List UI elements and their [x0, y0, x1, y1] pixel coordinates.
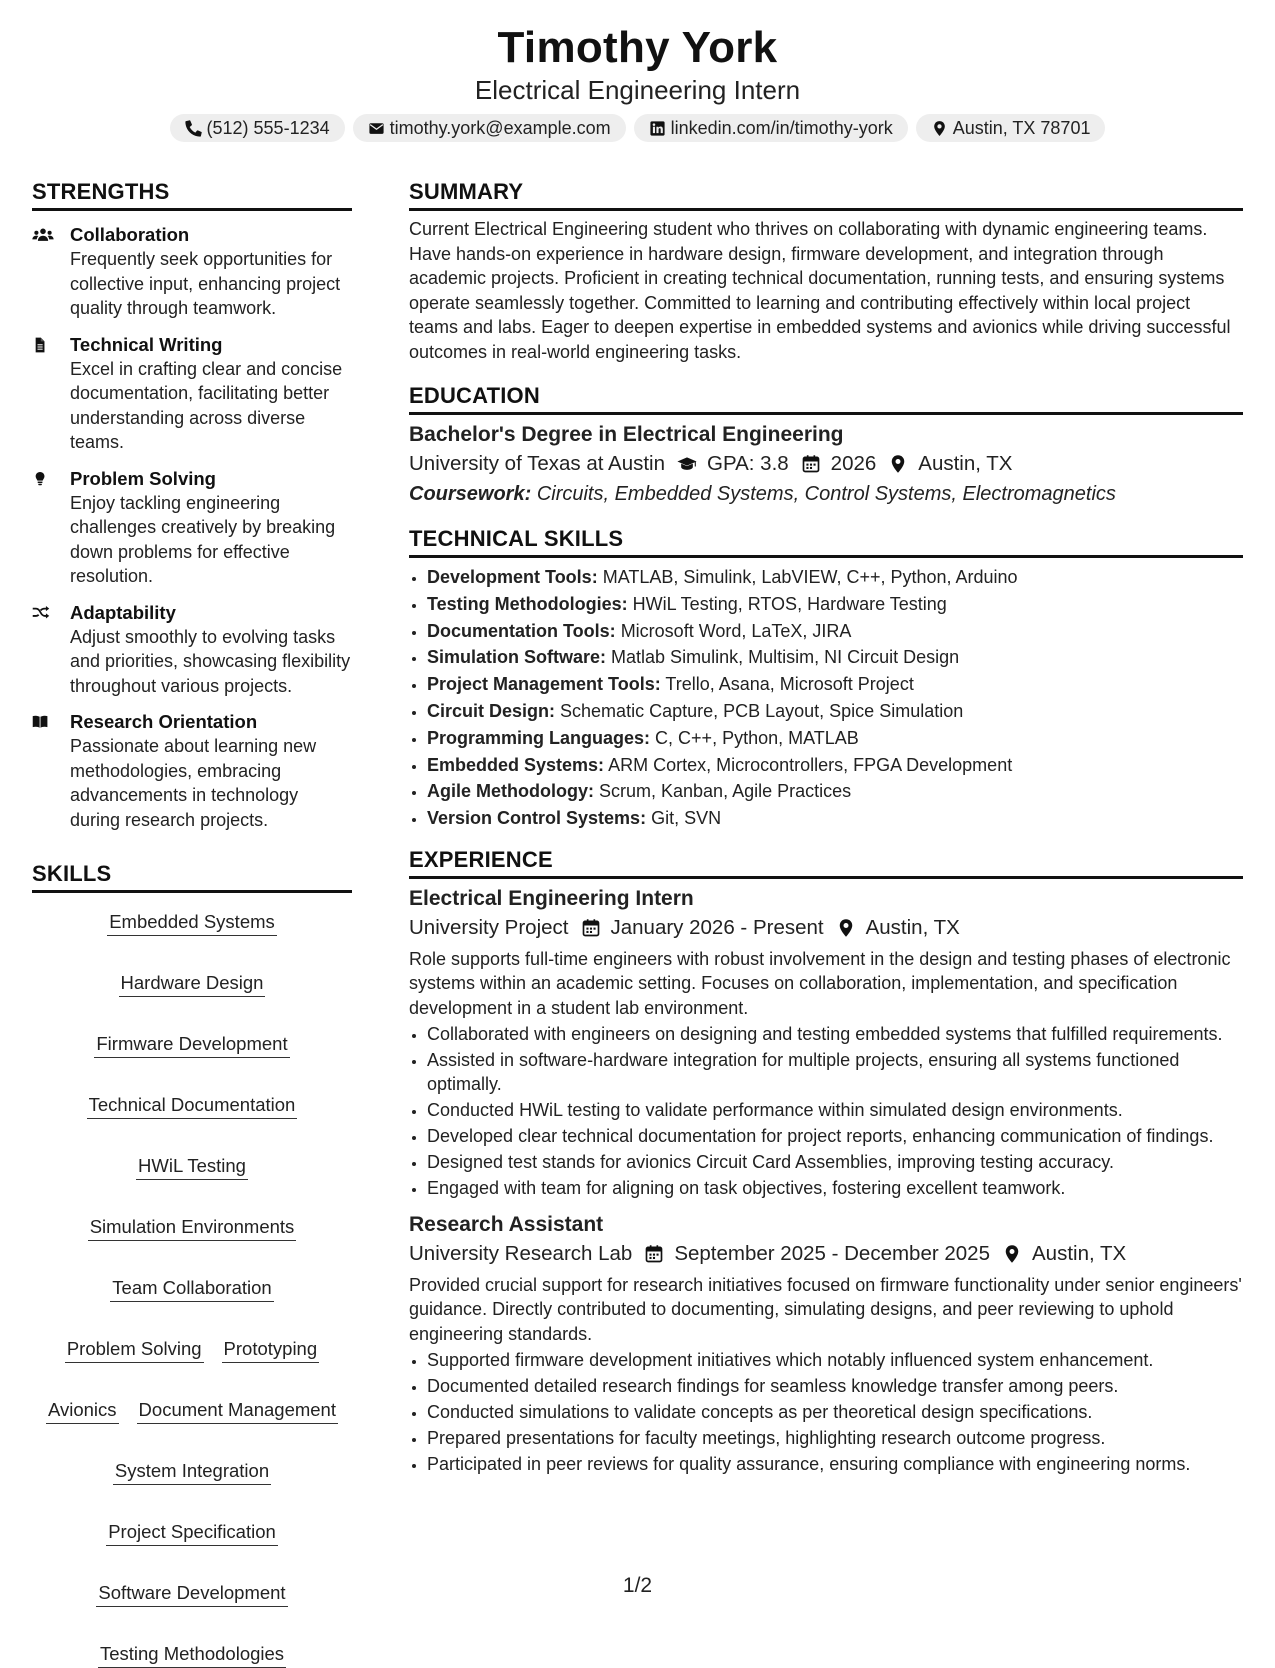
skill-tag: Testing Methodologies	[98, 1641, 286, 1668]
list-item: • Conducted simulations to validate concepts as per theoretical design specifications.	[427, 1400, 1243, 1425]
job-location: Austin, TX	[1032, 1241, 1127, 1265]
shuffle-icon	[32, 604, 54, 622]
email-text: timothy.york@example.com	[389, 117, 611, 138]
coursework	[409, 479, 1243, 509]
skill-values: HWiL Testing, RTOS, Hardware Testing	[632, 593, 947, 614]
skill-values: Matlab Simulink, Multisim, NI Circuit Design	[611, 647, 960, 668]
skill-tag: Problem Solving	[65, 1336, 204, 1363]
list-item: • Conducted HWiL testing to validate performance within simulated design environments.	[427, 1098, 1243, 1123]
book-open-icon	[32, 713, 54, 731]
skill-values: Scrum, Kanban, Agile Practices	[599, 781, 852, 802]
candidate-title: Electrical Engineering Intern	[474, 75, 801, 105]
job-title: Electrical Engineering Intern	[409, 886, 694, 910]
list-item	[427, 644, 1243, 671]
envelope-icon	[368, 120, 385, 137]
resume-header	[0, 22, 1275, 142]
strength-description: Excel in crafting clear and concise documentation, facilitating better understanding across diverse teams.	[70, 358, 343, 452]
calendar-icon	[581, 918, 601, 938]
right-column	[409, 178, 1243, 1476]
strength-item	[32, 601, 352, 699]
linkedin-icon	[649, 120, 666, 137]
education-location: Austin, TX	[918, 452, 1013, 475]
skill-tag: Document Management	[137, 1397, 338, 1424]
job-title: Research Assistant	[409, 1212, 604, 1236]
job-meta	[409, 1239, 1243, 1269]
strength-item	[32, 223, 352, 321]
strength-description: Passionate about learning new methodologies, embracing advancements in technology during research projects.	[70, 736, 317, 830]
skill-tag: Team Collaboration	[110, 1275, 273, 1302]
skill-category: Project Management Tools:	[427, 674, 661, 695]
job-organization: University Research Lab	[409, 1241, 633, 1265]
job-bullets	[409, 1348, 1243, 1477]
left-column	[32, 178, 352, 1668]
job-dates: January 2026 - Present	[610, 915, 824, 939]
contact-location[interactable]	[916, 114, 1106, 142]
phone-text: (512) 555-1234	[206, 117, 330, 138]
experience-entry	[409, 1211, 1243, 1477]
skill-tag: HWiL Testing	[136, 1153, 248, 1180]
page-number: 1/2	[622, 1574, 653, 1597]
list-item	[427, 564, 1243, 591]
strengths-heading: STRENGTHS	[32, 178, 352, 211]
skill-values: C, C++, Python, MATLAB	[655, 727, 859, 748]
skill-values: Git, SVN	[651, 808, 722, 829]
list-item	[427, 698, 1243, 725]
list-item	[427, 618, 1243, 645]
list-item: • Prepared presentations for faculty meetings, highlighting research outcome progress.	[427, 1426, 1243, 1451]
linkedin-text: linkedin.com/in/timothy-york	[670, 117, 893, 138]
skill-tag: Firmware Development	[94, 1031, 289, 1058]
skill-category: Agile Methodology:	[427, 781, 594, 802]
map-pin-icon	[1002, 1244, 1022, 1264]
map-pin-icon	[836, 918, 856, 938]
skill-values: ARM Cortex, Microcontrollers, FPGA Development	[608, 754, 1013, 775]
experience-section	[409, 846, 1243, 1477]
skill-tag: Hardware Design	[119, 970, 266, 997]
skills-heading: SKILLS	[32, 860, 352, 893]
contact-phone[interactable]	[170, 114, 345, 142]
strength-item	[32, 710, 352, 832]
skill-category: Programming Languages:	[427, 727, 651, 748]
graduation-cap-icon	[677, 454, 697, 474]
job-location: Austin, TX	[865, 915, 960, 939]
skill-tag: System Integration	[113, 1458, 271, 1485]
lightbulb-icon	[32, 470, 54, 488]
skill-tag: Simulation Environments	[88, 1214, 297, 1241]
skill-values: Schematic Capture, PCB Layout, Spice Simulation	[560, 700, 964, 721]
skill-tag: Technical Documentation	[87, 1092, 298, 1119]
strength-description: Frequently seek opportunities for collective input, enhancing project quality through teamwork.	[70, 249, 341, 318]
list-item	[427, 591, 1243, 618]
skills-section	[32, 860, 352, 1668]
strength-title: Problem Solving	[70, 467, 216, 489]
summary-section	[409, 178, 1243, 364]
experience-heading: EXPERIENCE	[409, 846, 1243, 879]
degree-title: Bachelor's Degree in Electrical Engineering	[409, 423, 844, 446]
skill-category: Testing Methodologies:	[427, 593, 628, 614]
skill-tags	[32, 893, 352, 1668]
users-icon	[32, 226, 54, 244]
location-text: Austin, TX 78701	[952, 117, 1091, 138]
map-pin-icon	[931, 120, 948, 137]
graduation-year: 2026	[830, 452, 877, 475]
list-item	[427, 778, 1243, 805]
skill-values: Microsoft Word, LaTeX, JIRA	[620, 620, 852, 641]
skill-values: Trello, Asana, Microsoft Project	[665, 674, 914, 695]
strength-title: Adaptability	[70, 601, 176, 623]
skill-category: Development Tools:	[427, 567, 598, 587]
education-heading: EDUCATION	[409, 382, 1243, 415]
phone-icon	[185, 120, 202, 137]
map-pin-icon	[888, 454, 908, 474]
skill-category: Version Control Systems:	[427, 808, 647, 829]
coursework-list: Circuits, Embedded Systems, Control Systems, Electromagnetics	[536, 483, 1116, 505]
school-name: University of Texas at Austin	[409, 452, 665, 475]
contact-bar	[0, 114, 1275, 142]
technical-skills-section	[409, 525, 1243, 832]
education-meta	[409, 449, 1243, 479]
list-item	[427, 805, 1243, 832]
document-icon	[32, 336, 54, 354]
skill-category: Documentation Tools:	[427, 620, 616, 641]
list-item: • Documented detailed research findings for seamless knowledge transfer among peers.	[427, 1374, 1243, 1399]
list-item	[427, 752, 1243, 779]
skill-tag: Prototyping	[222, 1336, 320, 1363]
technical-skills-heading: TECHNICAL SKILLS	[409, 525, 1243, 558]
contact-email[interactable]	[353, 114, 626, 142]
list-item: • Supported firmware development initiatives which notably influenced system enhancement.	[427, 1348, 1243, 1373]
strength-item	[32, 333, 352, 455]
job-dates: September 2025 - December 2025	[674, 1241, 990, 1265]
skill-category: Embedded Systems:	[427, 754, 605, 775]
list-item: • Assisted in software-hardware integration for multiple projects, ensuring all systems functioned optimally.	[427, 1048, 1243, 1097]
list-item: • Participated in peer reviews for quality assurance, ensuring compliance with engineering norms.	[427, 1452, 1243, 1477]
summary-heading: SUMMARY	[409, 178, 1243, 211]
skill-tag: Avionics	[46, 1397, 119, 1424]
education-section	[409, 382, 1243, 509]
job-summary: Role supports full-time engineers with robust involvement in the design and testing phases of electronic systems within an academic setting. Focuses on collaboration, implementation, and specification development in a student lab environment.	[409, 948, 1231, 1018]
list-item	[427, 671, 1243, 698]
strength-description: Enjoy tackling engineering challenges creatively by breaking down problems for effective resolution.	[70, 492, 336, 586]
skill-tag: Project Specification	[106, 1519, 278, 1546]
skill-category: Circuit Design:	[427, 700, 556, 721]
skill-tag: Embedded Systems	[107, 909, 277, 936]
gpa: GPA: 3.8	[707, 452, 789, 475]
summary-text: Current Electrical Engineering student who thrives on collaborating with dynamic engineering teams. Have hands-on experience in hardware design, firmware development, and integration through academic projects. Proficient in creating technical documentation, running tests, and ensuring systems operate seamlessly together. Committed to learning and contributing effectively within local project teams and labs. Eager to deepen expertise in embedded systems and avionics while driving successful outcomes in real-world engineering tasks.	[409, 219, 1231, 362]
calendar-icon	[644, 1244, 664, 1264]
job-summary: Provided crucial support for research initiatives focused on firmware functionality under senior engineers' guidance. Directly contributed to documenting, simulating designs, and peer reviewing to uphold engineering standards.	[409, 1274, 1242, 1344]
technical-skills-list	[409, 564, 1243, 832]
job-bullets	[409, 1022, 1243, 1201]
skill-category: Simulation Software:	[427, 647, 607, 668]
list-item: • Designed test stands for avionics Circuit Card Assemblies, improving testing accuracy.	[427, 1150, 1243, 1175]
experience-entry	[409, 885, 1243, 1201]
coursework-label: Coursework:	[409, 483, 532, 505]
job-organization: University Project	[409, 915, 569, 939]
calendar-icon	[801, 454, 821, 474]
skill-values: MATLAB, Simulink, LabVIEW, C++, Python, Arduino	[602, 567, 1018, 587]
candidate-name: Timothy York	[497, 23, 778, 72]
strength-title: Technical Writing	[70, 333, 223, 355]
strength-item	[32, 467, 352, 589]
strength-title: Collaboration	[70, 224, 190, 245]
job-meta	[409, 913, 1243, 943]
strength-description: Adjust smoothly to evolving tasks and priorities, showcasing flexibility throughout various projects.	[70, 626, 351, 696]
skill-tag: Software Development	[96, 1580, 287, 1607]
list-item: • Collaborated with engineers on designing and testing embedded systems that fulfilled requirements.	[427, 1022, 1243, 1047]
list-item: • Developed clear technical documentation for project reports, enhancing communication of findings.	[427, 1124, 1243, 1149]
list-item: • Engaged with team for aligning on task objectives, fostering excellent teamwork.	[427, 1176, 1243, 1201]
list-item	[427, 725, 1243, 752]
contact-linkedin[interactable]	[634, 114, 908, 142]
strength-title: Research Orientation	[70, 711, 258, 732]
